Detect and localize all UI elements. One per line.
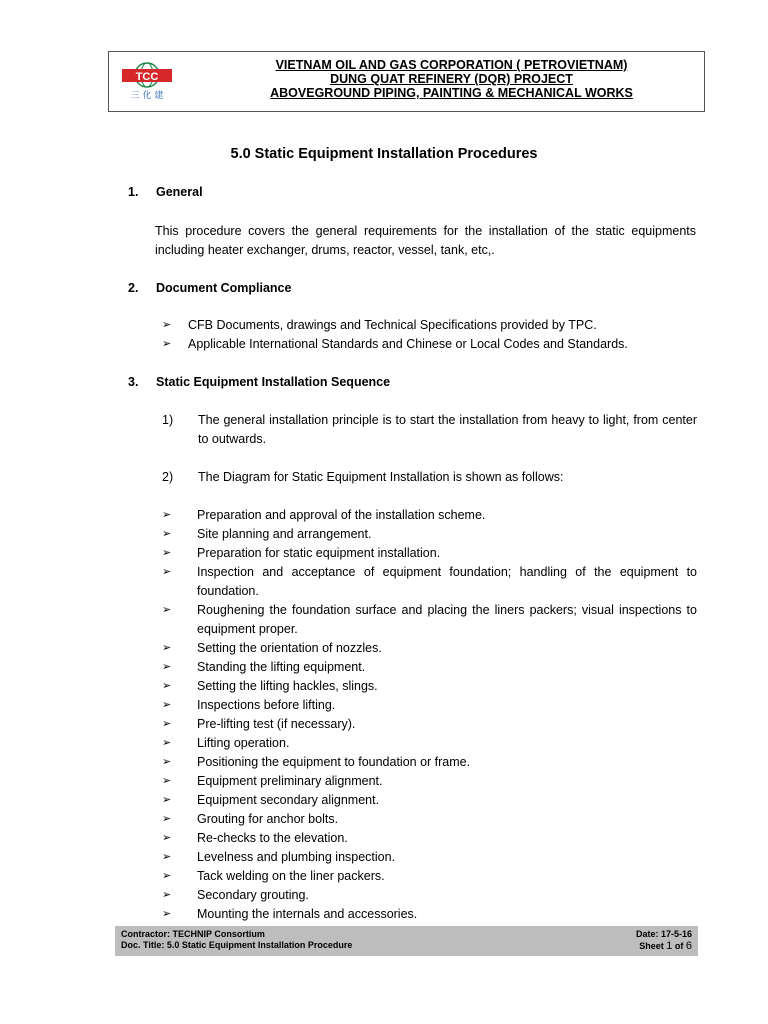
section-sequence-heading <box>128 375 390 389</box>
arrow-bullet-icon: ➢ <box>162 604 172 616</box>
page-title: 5.0 Static Equipment Installation Procedures <box>230 146 538 162</box>
header-line-2: DUNG QUAT REFINERY (DQR) PROJECT <box>330 72 573 86</box>
arrow-bullet-icon: ➢ <box>162 718 172 730</box>
list-item-text: Equipment secondary alignment. <box>197 793 380 807</box>
arrow-bullet-icon: ➢ <box>162 642 172 654</box>
list-item-text: Site planning and arrangement. <box>197 527 372 541</box>
general-paragraph: This procedure covers the general requirements for the installation of the static equipments including heater exchanger, drums, reactor, vessel, tank, etc,. <box>155 224 696 257</box>
document-header <box>108 51 705 112</box>
footer-date: Date: 17-5-16 <box>635 929 692 939</box>
footer-sheet <box>639 940 692 952</box>
arrow-bullet-icon: ➢ <box>162 509 172 521</box>
header-line-1: VIETNAM OIL AND GAS CORPORATION ( PETROVIETNAM) <box>275 58 628 72</box>
arrow-bullet-icon: ➢ <box>162 547 172 559</box>
arrow-bullet-icon: ➢ <box>162 528 172 540</box>
footer-contractor: Contractor: TECHNIP Consortium <box>121 929 265 939</box>
arrow-bullet-icon: ➢ <box>162 908 172 920</box>
section-compliance-heading <box>128 281 291 295</box>
sheet-total: 6 <box>685 940 692 952</box>
sheet-number: 1 <box>666 940 673 952</box>
arrow-bullet-icon: ➢ <box>162 794 172 806</box>
arrow-bullet-icon: ➢ <box>162 338 172 350</box>
section-title: General <box>156 185 203 199</box>
header-line-3: ABOVEGROUND PIPING, PAINTING & MECHANICAL WORKS <box>270 86 633 100</box>
arrow-bullet-icon: ➢ <box>162 680 172 692</box>
arrow-bullet-icon: ➢ <box>162 889 172 901</box>
list-item-text: Preparation for static equipment installation. <box>197 546 441 560</box>
list-item-text: Lifting operation. <box>197 736 290 750</box>
list-item <box>162 316 697 335</box>
section-number: 2. <box>128 281 139 295</box>
arrow-bullet-icon: ➢ <box>162 699 172 711</box>
list-item-text: Inspection and acceptance of equipment foundation; handling of the equipment to foundation. <box>197 565 697 598</box>
list-item-text: Roughening the foundation surface and placing the liners packers; visual inspections to equipment proper. <box>197 603 697 636</box>
list-item-text: Equipment preliminary alignment. <box>197 774 383 788</box>
list-item-text: Re-checks to the elevation. <box>197 831 348 845</box>
section-number: 3. <box>128 375 139 389</box>
list-item-text: Secondary grouting. <box>197 888 309 902</box>
section-number: 1. <box>128 185 139 199</box>
list-item-text: Setting the lifting hackles, slings. <box>197 679 378 693</box>
arrow-bullet-icon: ➢ <box>162 319 172 331</box>
arrow-bullet-icon: ➢ <box>162 756 172 768</box>
numbered-step <box>162 411 697 449</box>
list-item <box>162 335 697 354</box>
arrow-bullet-icon: ➢ <box>162 813 172 825</box>
arrow-bullet-icon: ➢ <box>162 870 172 882</box>
list-item-text: Levelness and plumbing inspection. <box>197 850 396 864</box>
step-text: The Diagram for Static Equipment Installation is shown as follows: <box>198 470 564 484</box>
arrow-bullet-icon: ➢ <box>162 775 172 787</box>
numbered-step <box>162 468 697 487</box>
sheet-label: Sheet <box>639 941 664 951</box>
sheet-of: of <box>674 941 684 951</box>
logo-subtext: 三 化 建 <box>130 91 164 101</box>
list-item-text: Mounting the internals and accessories. <box>197 907 418 921</box>
section-title: Static Equipment Installation Sequence <box>156 375 391 389</box>
arrow-bullet-icon: ➢ <box>162 832 172 844</box>
document-footer <box>115 926 698 956</box>
step-text: The general installation principle is to start the installation from heavy to light, from center to outwards. <box>198 413 697 446</box>
list-item-text: Applicable International Standards and Chinese or Local Codes and Standards. <box>188 337 628 351</box>
list-item-text: Positioning the equipment to foundation or frame. <box>197 755 471 769</box>
footer-doc-title: Doc. Title: 5.0 Static Equipment Installation Procedure <box>121 940 353 950</box>
list-item-text: Grouting for anchor bolts. <box>197 812 339 826</box>
section-title: Document Compliance <box>156 281 292 295</box>
arrow-bullet-icon: ➢ <box>162 851 172 863</box>
list-item-text: Setting the orientation of nozzles. <box>197 641 382 655</box>
arrow-bullet-icon: ➢ <box>162 661 172 673</box>
list-item-text: CFB Documents, drawings and Technical Specifications provided by TPC. <box>188 318 597 332</box>
list-item-text: Tack welding on the liner packers. <box>197 869 385 883</box>
list-item-text: Standing the lifting equipment. <box>197 660 366 674</box>
list-item-text: Preparation and approval of the installation scheme. <box>197 508 486 522</box>
tcc-logo <box>117 60 177 102</box>
section-general-heading <box>128 185 203 199</box>
step-number: 2) <box>162 470 174 484</box>
list-item-text: Inspections before lifting. <box>197 698 336 712</box>
header-titles <box>209 58 694 100</box>
step-number: 1) <box>162 413 174 427</box>
arrow-bullet-icon: ➢ <box>162 737 172 749</box>
list-item-text: Pre-lifting test (if necessary). <box>197 717 356 731</box>
arrow-bullet-icon: ➢ <box>162 566 172 578</box>
logo-text: TCC <box>135 71 159 83</box>
